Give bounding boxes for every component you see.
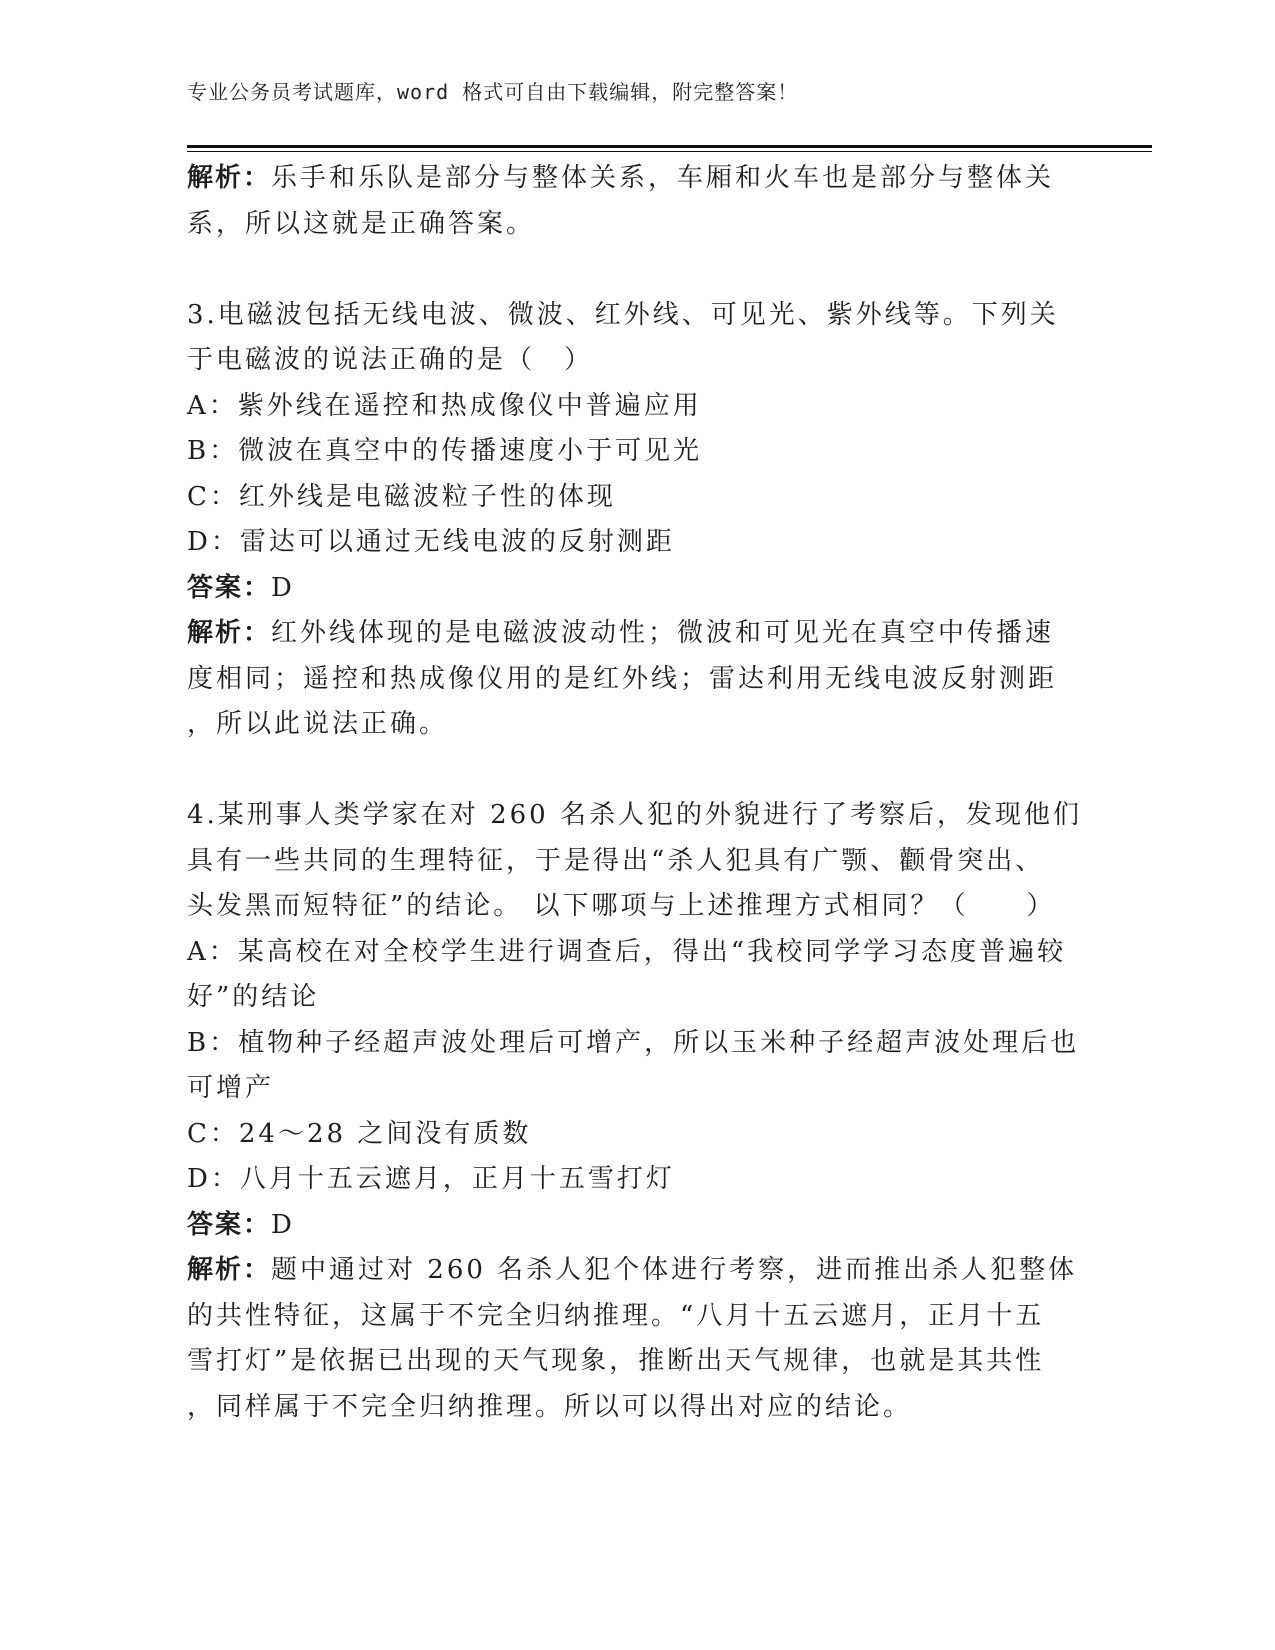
explanation-text: 乐手和乐队是部分与整体关系，车厢和火车也是部分与整体关: [271, 163, 1055, 193]
explanation-label: 解析：: [187, 618, 272, 648]
header-divider-thin: [187, 151, 1152, 152]
question-4-option-d: D：八月十五云遮月，正月十五雪打灯: [187, 1164, 675, 1194]
question-4-stem: 4.某刑事人类学家在对 260 名杀人犯的外貌进行了考察后，发现他们: [187, 800, 1082, 830]
explanation-text: 题中通过对 260 名杀人犯个体进行考察，进而推出杀人犯整体: [271, 1255, 1078, 1285]
explanation-label: 解析：: [187, 163, 272, 193]
question-3-answer: [187, 566, 1087, 612]
question-3-explanation: [187, 611, 1087, 657]
explanation-text: 红外线体现的是电磁波波动性；微波和可见光在真空中传播速: [271, 618, 1055, 648]
question-4-option-a: 好”的结论: [187, 982, 320, 1012]
question-3-option-d: D：雷达可以通过无线电波的反射测距: [187, 527, 675, 557]
question-4-option-b: B：植物种子经超声波处理后可增产，所以玉米种子经超声波处理后也: [187, 1027, 1080, 1058]
question-3-option-a: A：紫外线在遥控和热成像仪中普遍应用: [187, 390, 702, 421]
question-3-explanation: 度相同；遥控和热成像仪用的是红外线；雷达利用无线电波反射测距: [187, 663, 1058, 694]
explanation-line: [187, 156, 1087, 202]
question-4-option-a: A：某高校在对全校学生进行调查后，得出“我校同学学习态度普遍较: [187, 936, 1067, 967]
question-4-explanation: 雪打灯”是依据已出现的天气现象，推断出天气规律，也就是其共性: [187, 1346, 1045, 1376]
question-3-stem: 于电磁波的说法正确的是（ ）: [187, 345, 594, 375]
explanation-label: 解析：: [187, 1255, 272, 1285]
question-3-stem: 3.电磁波包括无线电波、微波、红外线、可见光、紫外线等。下列关: [187, 299, 1059, 330]
question-3-option-b: B：微波在真空中的传播速度小于可见光: [187, 436, 703, 466]
answer-value: D: [271, 1209, 295, 1240]
page-content: [187, 156, 1087, 1430]
question-3-option-c: C：红外线是电磁波粒子性的体现: [187, 481, 616, 512]
question-4-explanation: 的共性特征，这属于不完全归纳推理。“八月十五云遮月，正月十五: [187, 1300, 1045, 1331]
question-4-stem: 具有一些共同的生理特征，于是得出“杀人犯具有广颚、颧骨突出、: [187, 845, 1045, 876]
question-3-explanation: ，所以此说法正确。: [187, 709, 449, 739]
question-4-option-b: 可增产: [187, 1073, 275, 1103]
page-header: 专业公务员考试题库，word 格式可自由下载编辑，附完整答案！: [187, 80, 799, 104]
answer-label: 答案：: [187, 1209, 272, 1240]
question-4-stem: 头发黑而短特征”的结论。 以下哪项与上述推理方式相同？（ ）: [187, 891, 1056, 921]
question-4-explanation: ，同样属于不完全归纳推理。所以可以得出对应的结论。: [187, 1391, 913, 1422]
explanation-line: 系，所以这就是正确答案。: [187, 208, 536, 239]
answer-label: 答案：: [187, 572, 272, 603]
question-4-answer: [187, 1203, 1087, 1249]
question-4-explanation: [187, 1248, 1087, 1294]
header-divider-thick: [187, 145, 1152, 148]
question-4-option-c: C：24～28 之间没有质数: [187, 1118, 532, 1149]
answer-value: D: [271, 572, 295, 603]
